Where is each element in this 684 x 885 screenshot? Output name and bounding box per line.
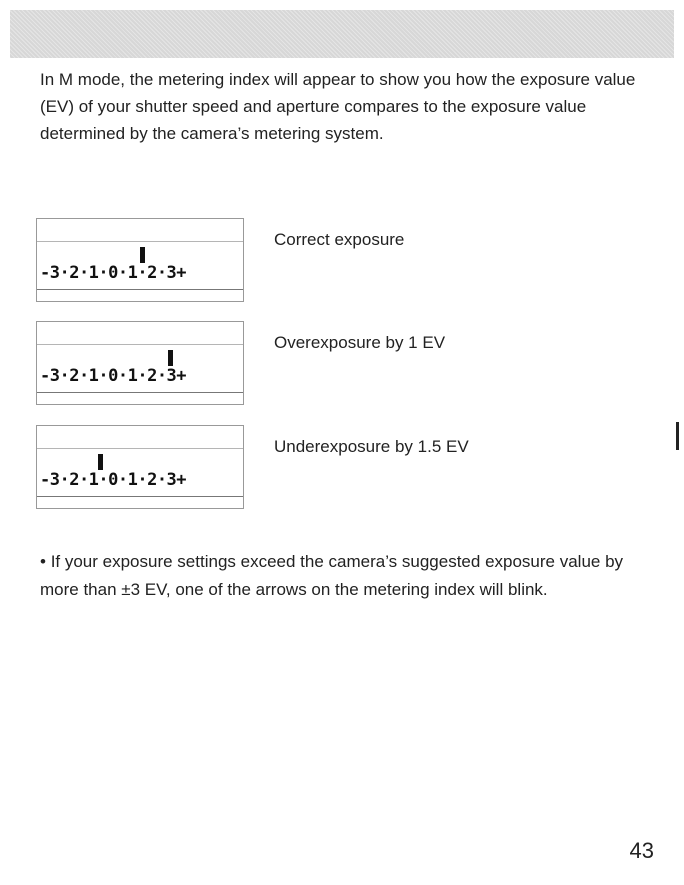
blink-note bbox=[40, 548, 665, 604]
metering-index-correct bbox=[36, 218, 244, 302]
caption-correct-exposure: Correct exposure bbox=[274, 230, 405, 249]
meter-divider-bottom bbox=[37, 496, 243, 497]
caption-underexposure: Underexposure by 1.5 EV bbox=[274, 437, 469, 456]
header-band bbox=[10, 10, 674, 58]
meter-divider-top bbox=[37, 344, 243, 345]
metering-index-under bbox=[36, 425, 244, 509]
margin-mark bbox=[676, 422, 679, 450]
meter-scale: -3·2·1·0·1·2·3+ bbox=[40, 470, 187, 490]
meter-marker bbox=[98, 454, 103, 470]
meter-scale: -3·2·1·0·1·2·3+ bbox=[40, 263, 187, 283]
meter-divider-bottom bbox=[37, 392, 243, 393]
meter-marker bbox=[168, 350, 173, 366]
meter-divider-bottom bbox=[37, 289, 243, 290]
meter-marker bbox=[140, 247, 145, 263]
bullet-icon: • bbox=[40, 552, 46, 571]
page-number: 43 bbox=[629, 838, 654, 863]
meter-divider-top bbox=[37, 241, 243, 242]
meter-divider-top bbox=[37, 448, 243, 449]
intro-paragraph: In M mode, the metering index will appear to show you how the exposure value (EV) of your shutter speed and aperture compares to the exposure value determined by the camera’s metering system. bbox=[40, 70, 636, 143]
meter-scale: -3·2·1·0·1·2·3+ bbox=[40, 366, 187, 386]
caption-overexposure: Overexposure by 1 EV bbox=[274, 333, 446, 352]
metering-index-over bbox=[36, 321, 244, 405]
blink-note-text: If your exposure settings exceed the camera’s suggested exposure value by more than ±3 EV, one of the arrows on the metering index will blink. bbox=[40, 552, 624, 599]
